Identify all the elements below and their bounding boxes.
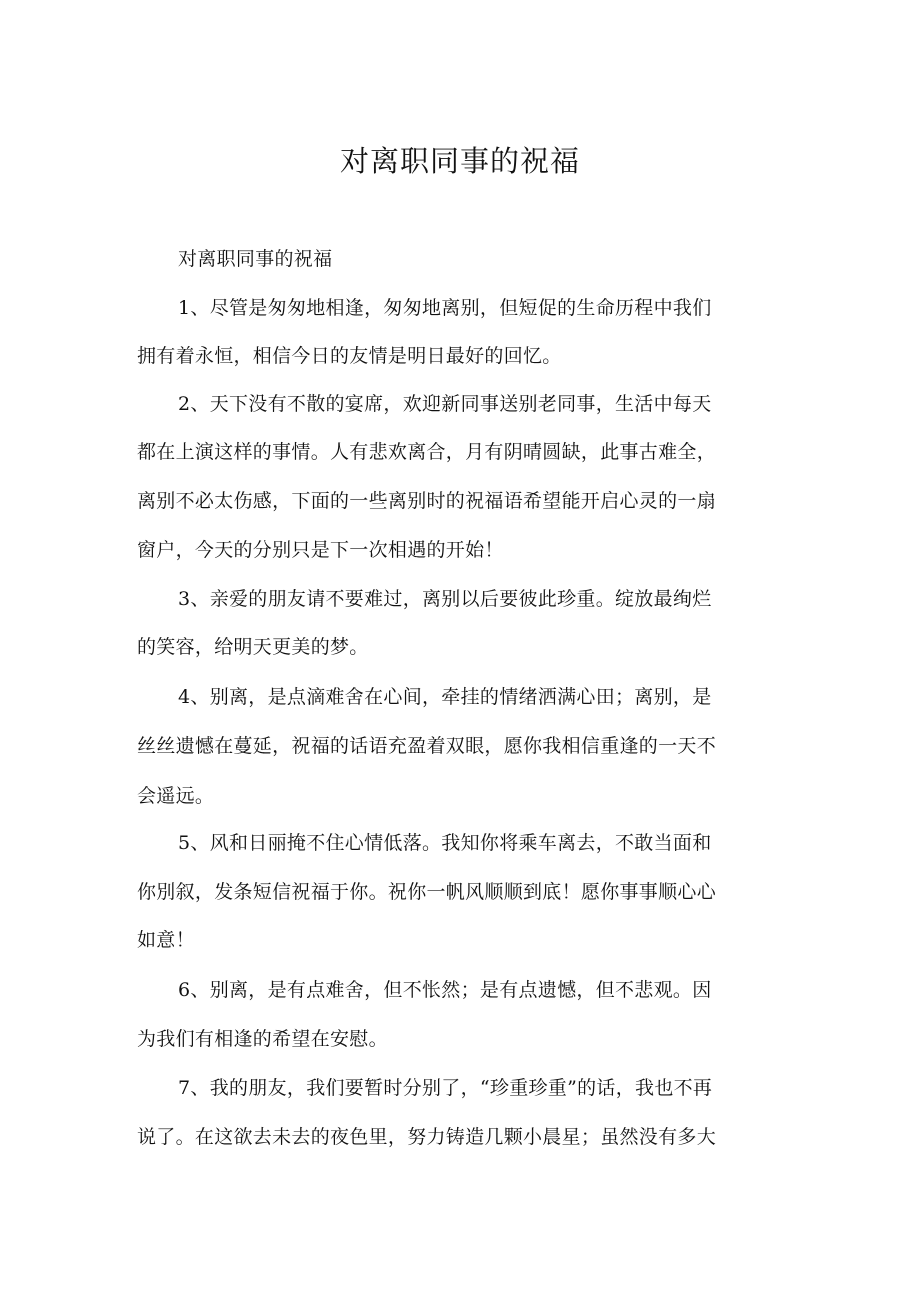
item-4-line-1: 4、别离，是点滴难舍在心间，牵挂的情绪洒满心田；离别，是 — [178, 686, 712, 708]
document-title: 对离职同事的祝福 — [339, 144, 580, 178]
item-2-line-4: 窗户，今天的分别只是下一次相遇的开始！ — [137, 539, 504, 561]
item-7-line-2: 说了。在这欲去未去的夜色里，努力铸造几颗小晨星；虽然没有多大 — [137, 1126, 717, 1148]
subtitle-line: 对离职同事的祝福 — [178, 248, 333, 270]
item-4-line-3: 会遥远。 — [137, 785, 215, 807]
item-3-line-1: 3、亲爱的朋友请不要难过，离别以后要彼此珍重。绽放最绚烂 — [178, 588, 712, 610]
item-5-line-1: 5、风和日丽掩不住心情低落。我知你将乘车离去，不敢当面和 — [178, 832, 712, 854]
item-4-line-2: 丝丝遗憾在蔓延，祝福的话语充盈着双眼，愿你我相信重逢的一天不 — [137, 735, 717, 757]
item-5-line-3: 如意！ — [137, 929, 195, 951]
item-6-line-1: 6、别离，是有点难舍，但不怅然；是有点遗憾，但不悲观。因 — [178, 979, 712, 1001]
item-3-line-2: 的笑容，给明天更美的梦。 — [137, 636, 369, 658]
item-1-line-2: 拥有着永恒，相信今日的友情是明日最好的回忆。 — [137, 345, 562, 367]
item-2-line-2: 都在上演这样的事情。人有悲欢离合，月有阴晴圆缺，此事古难全， — [137, 441, 717, 463]
item-5-line-2: 你別叙，发条短信祝福于你。祝你一帆风顺顺到底！愿你事事顺心心 — [137, 881, 717, 903]
item-2-line-1: 2、天下没有不散的宴席，欢迎新同事送别老同事，生活中每天 — [178, 393, 712, 415]
item-6-line-2: 为我们有相逢的希望在安慰。 — [137, 1028, 388, 1050]
item-7-line-1: 7、我的朋友，我们要暂时分别了，“珍重珍重”的话，我也不再 — [178, 1077, 713, 1099]
item-2-line-3: 离别不必太伤感，下面的一些离别时的祝福语希望能开启心灵的一扇 — [137, 490, 717, 512]
item-1-line-1: 1、尽管是匆匆地相逢，匆匆地离别，但短促的生命历程中我们 — [178, 297, 712, 319]
